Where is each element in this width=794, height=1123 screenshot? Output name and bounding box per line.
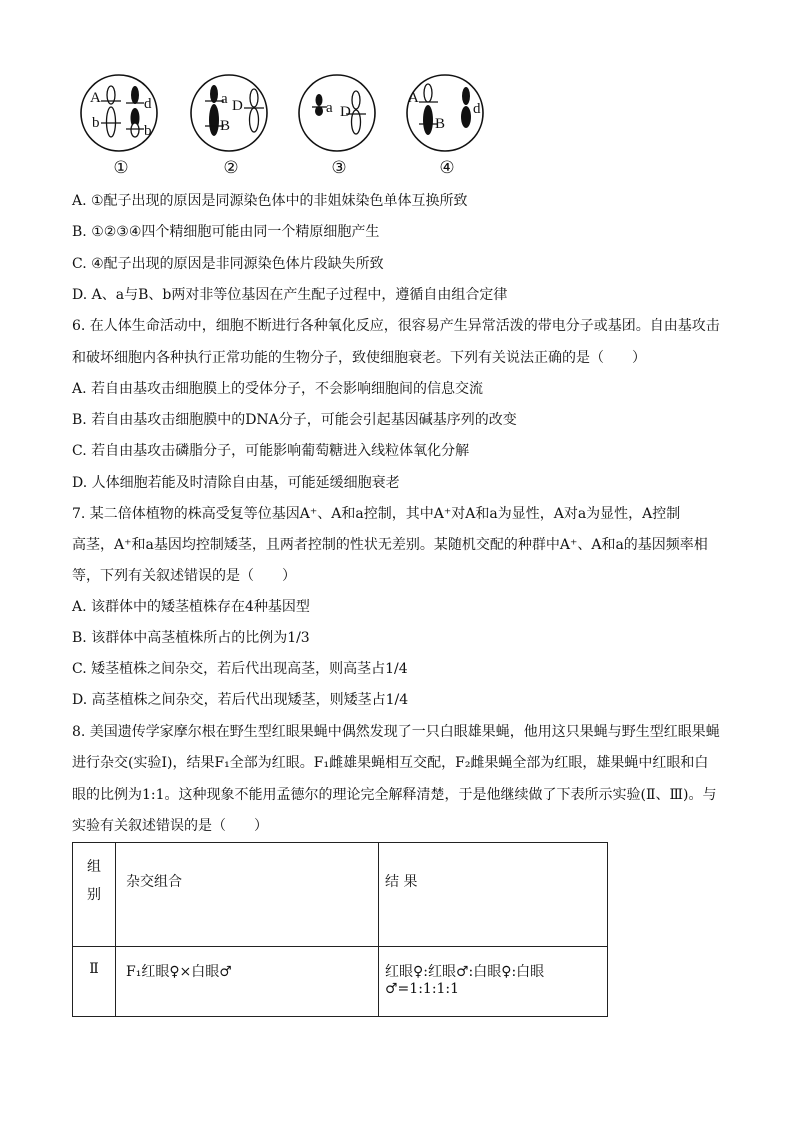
q7-option-d: D. 高茎植株之间杂交，若后代出现矮茎，则矮茎占1/4 (72, 692, 409, 708)
figure-number: ① (113, 158, 129, 178)
figure-number: ② (223, 158, 239, 178)
q5-option-d: D. A、a与B、b两对非等位基因在产生配子过程中，遵循自由组合定律 (72, 287, 508, 303)
q7-option-c: C. 矮茎植株之间杂交，若后代出现高茎，则高茎占1/4 (72, 661, 408, 677)
gene-label: D (232, 98, 243, 114)
row-cross: F₁红眼♀×白眼♂ (126, 964, 232, 980)
q8-stem-line: 实验有关叙述错误的是（ ） (72, 818, 268, 834)
table-cell (116, 947, 379, 1017)
figure-cell-2 (184, 68, 278, 180)
q8-stem-line: 8. 美国遗传学家摩尔根在野生型红眼果蝇中偶然发现了一只白眼雄果蝇，他用这只果蝇与野生型红眼果蝇 (72, 724, 720, 740)
figure-number: ③ (331, 158, 347, 178)
q6-option-a: A. 若自由基攻击细胞膜上的受体分子，不会影响细胞间的信息交流 (72, 381, 484, 397)
q6-option-c: C. 若自由基攻击磷脂分子，可能影响葡萄糖进入线粒体氧化分解 (72, 443, 470, 459)
header-result-label: 结 果 (385, 874, 418, 890)
gene-label: D (340, 104, 351, 120)
gene-label: A (408, 90, 419, 106)
q7-stem-line: 等，下列有关叙述错误的是（ ） (72, 568, 296, 584)
gene-label: b (92, 115, 100, 131)
table-cell (379, 947, 608, 1017)
gene-label: A (90, 90, 101, 106)
figure-number: ④ (439, 158, 455, 178)
cell-2-diagram (184, 68, 278, 158)
table-header-row (73, 843, 608, 947)
q7-option-b: B. 该群体中高茎植株所占的比例为1/3 (72, 630, 310, 646)
q5-option-a: A. ①配子出现的原因是同源染色体中的非姐妹染色单体互换所致 (72, 193, 468, 209)
q6-stem-line: 6. 在人体生命活动中，细胞不断进行各种氧化反应，很容易产生异常活泼的带电分子或基团。自由基攻击 (72, 318, 720, 334)
gene-label: b (144, 123, 152, 139)
q8-stem-line: 眼的比例为1:1。这种现象不能用孟德尔的理论完全解释清楚，于是他继续做了下表所示实验(Ⅱ、Ⅲ)。与 (72, 787, 717, 803)
row-result: 红眼♀:红眼♂:白眼♀:白眼♂=1:1:1:1 (385, 964, 545, 997)
q5-option-c: C. ④配子出现的原因是非同源染色体片段缺失所致 (72, 256, 384, 272)
gene-label: d (144, 96, 152, 112)
header-group-label-line: 组 (87, 859, 101, 875)
table-row (73, 947, 608, 1017)
gene-label: B (220, 118, 231, 134)
header-result-cell (379, 843, 608, 947)
table-cell (73, 947, 116, 1017)
q7-stem-line: 7. 某二倍体植物的株高受复等位基因A⁺、A和a控制，其中A⁺对A和a为显性，A对a为显性，A控制 (72, 506, 681, 522)
header-group-cell (73, 843, 116, 947)
q8-stem-line: 进行杂交(实验Ⅰ)，结果F₁全部为红眼。F₁雌雄果蝇相互交配，F₂雌果蝇全部为红眼，雄果蝇中红眼和白 (72, 755, 709, 771)
q6-option-d: D. 人体细胞若能及时清除自由基，可能延缓细胞衰老 (72, 475, 400, 491)
row-group: Ⅱ (89, 961, 99, 977)
figure-cell-3 (292, 68, 386, 180)
q6-option-b: B. 若自由基攻击细胞膜中的DNA分子，可能会引起基因碱基序列的改变 (72, 412, 517, 428)
q5-option-b: B. ①②③④四个精细胞可能由同一个精原细胞产生 (72, 224, 380, 240)
gene-label: d (473, 101, 481, 117)
header-cross-label: 杂交组合 (126, 874, 182, 890)
q6-stem-line: 和破坏细胞内各种执行正常功能的生物分子，致使细胞衰老。下列有关说法正确的是（ ） (72, 350, 646, 366)
gene-label: B (435, 116, 446, 132)
figure-cell-1 (74, 68, 168, 180)
cell-1-diagram (74, 68, 168, 158)
figure-cell-4 (400, 68, 494, 180)
header-cross-cell (116, 843, 379, 947)
chromosome-figures (74, 68, 481, 180)
cell-3-diagram (292, 68, 386, 158)
header-group-label-line: 别 (87, 887, 101, 903)
gene-label: a (221, 91, 228, 107)
gene-label: a (326, 100, 333, 116)
q7-stem-line: 高茎，A⁺和a基因均控制矮茎，且两者控制的性状无差别。某随机交配的种群中A⁺、A和a的基因频率相 (72, 537, 708, 553)
q7-option-a: A. 该群体中的矮茎植株存在4种基因型 (72, 599, 310, 615)
experiment-table (72, 842, 608, 1017)
